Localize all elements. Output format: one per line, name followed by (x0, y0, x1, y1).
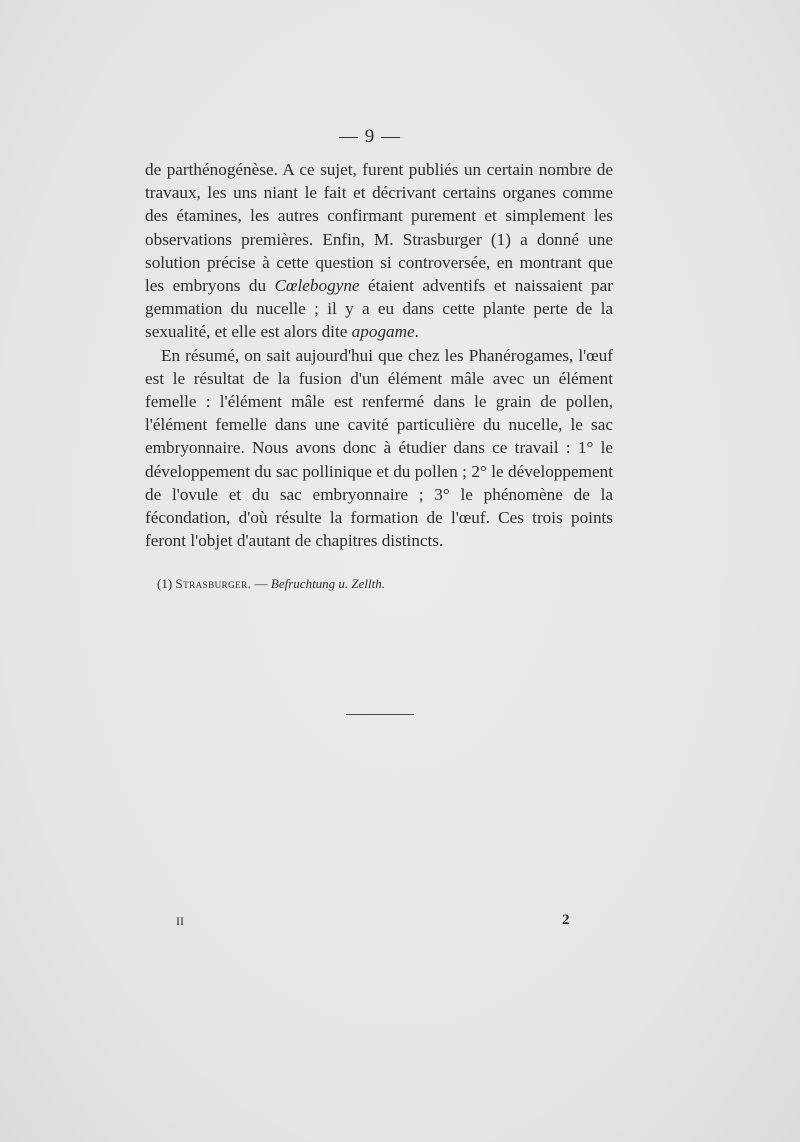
footnote (157, 576, 385, 592)
paragraph-1-text: de parthénogénèse. A ce sujet, furent publiés un certain nombre de travaux, les uns niant le fait et décrivant certains organes comme des étamines, les autres confirmant purement et simplement les observations premières. Enfin, M. Strasburger (1) a donné une solution précise à cette question si controversée, en montrant que les embryons du (145, 160, 613, 296)
species-name: Cœlebogyne (274, 276, 360, 296)
body-text (145, 158, 613, 552)
paragraph-1-text-cont: étaient adventifs et naissaient par gemmation du nucelle ; il y a eu dans cette plante perte de la sexualité, et elle est alors dite (145, 276, 613, 342)
footnote-author: Strasburger. (175, 576, 252, 591)
signature-mark-right: 2 (562, 912, 570, 928)
section-end-rule (346, 714, 414, 715)
page-number: — 9 — (339, 126, 401, 147)
paragraph-1-end: . (414, 322, 419, 342)
paragraph-1 (145, 158, 613, 344)
apogame-term: apogame (351, 322, 415, 342)
paragraph-2: En résumé, on sait aujourd'hui que chez les Phanérogames, l'œuf est le résultat de la fusion d'un élément mâle avec un élément femelle : l'élément mâle est renfermé dans le grain de pollen, l'élément femelle dans une cavité particulière du nucelle, le sac embryonnaire. Nous avons donc à étudier dans ce travail : 1° le développement du sac pollinique et du pollen ; 2° le développement de l'ovule et du sac embryonnaire ; 3° le phénomène de la fécondation, d'où résulte la formation de l'œuf. Ces trois points feront l'objet d'autant de chapitres distincts. (145, 345, 613, 551)
footnote-title: Befruchtung u. Zellth. (270, 576, 386, 591)
signature-mark-left: II (176, 914, 184, 928)
footnote-marker: (1) (157, 576, 176, 591)
footnote-dash: — (251, 576, 271, 591)
